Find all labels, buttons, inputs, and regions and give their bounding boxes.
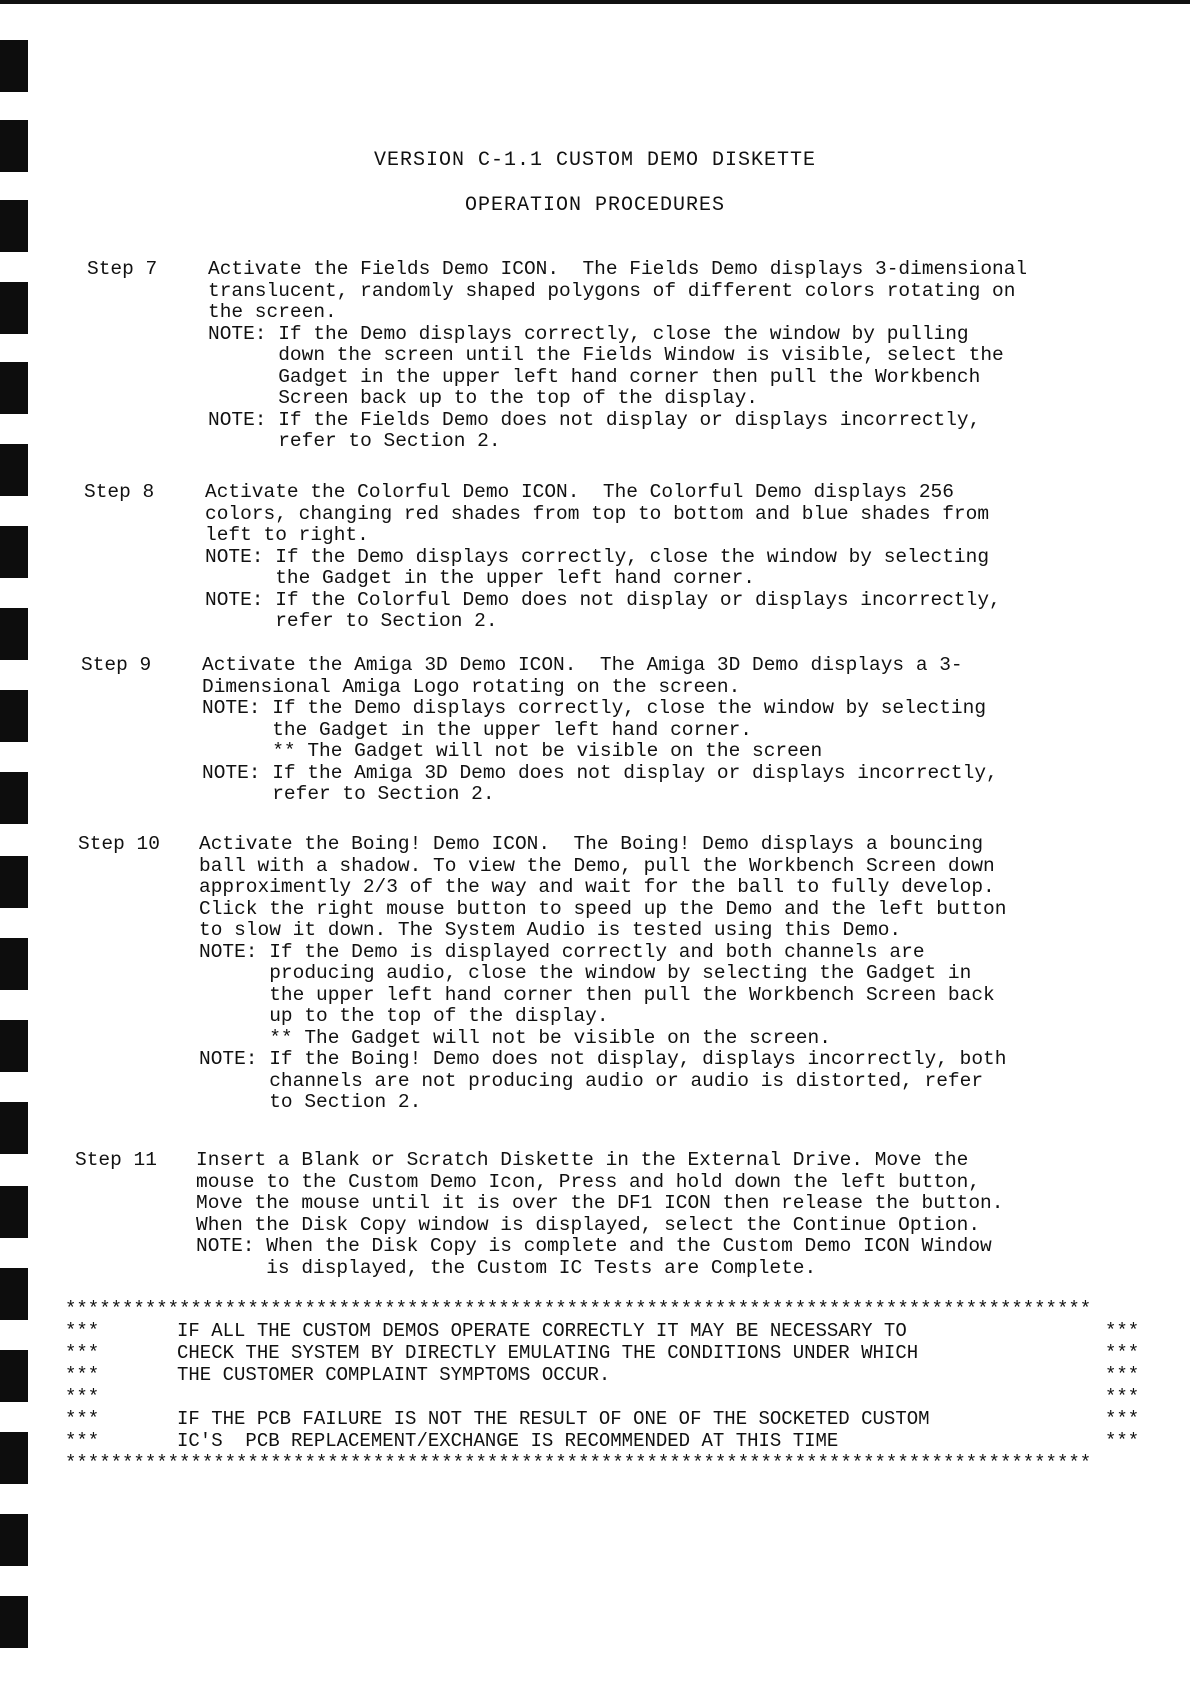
feed-hole xyxy=(0,1432,28,1484)
notice-line: *** IF ALL THE CUSTOM DEMOS OPERATE CORRECTLY IT MAY BE NECESSARY TO *** xyxy=(65,1320,1140,1342)
step-text: Activate the Colorful Demo ICON. The Colorful Demo displays 256 colors, changing red shades from top to bottom and blue shades from left to right. NOTE: If the Demo displays correctly, close the window by selecting the Gadget in the upper left hand corner. NOTE: If the Colorful Demo does not display or displays incorrectly, refer to Section 2. xyxy=(205,481,1001,632)
feed-hole xyxy=(0,1268,28,1320)
step-label: Step 10 xyxy=(78,833,160,855)
document-title: VERSION C-1.1 CUSTOM DEMO DISKETTE xyxy=(373,149,817,172)
feed-hole xyxy=(0,1102,28,1154)
notice-border-top: ****************************************************************************************** xyxy=(65,1298,1092,1320)
feed-hole xyxy=(0,444,28,496)
feed-hole xyxy=(0,1186,28,1238)
feed-hole xyxy=(0,938,28,990)
feed-hole xyxy=(0,1020,28,1072)
step-text: Insert a Blank or Scratch Diskette in the External Drive. Move the mouse to the Custom Demo Icon, Press and hold down the left button, Move the mouse until it is over the DF1 ICON then release the button. When the Disk Copy window is displayed, select the Continue Option. NOTE: When the Disk Copy is complete and the Custom Demo ICON Window is displayed, the Custom IC Tests are Complete. xyxy=(196,1149,1004,1279)
step-text: Activate the Boing! Demo ICON. The Boing! Demo displays a bouncing ball with a shadow. To view the Demo, pull the Workbench Screen down approximently 2/3 of the way and wait for the ball to fully develop. Click the right mouse button to speed up the Demo and the left button to slow it down. The System Audio is tested using this Demo. NOTE: If the Demo is displayed correctly and both channels are producing audio, close the window by selecting the Gadget in the upper left hand corner then pull the Workbench Screen back up to the top of the display. ** The Gadget will not be visible on the screen. NOTE: If the Boing! Demo does not display, displays incorrectly, both channels are not producing audio or audio is distorted, refer to Section 2. xyxy=(199,833,1007,1113)
feed-hole xyxy=(0,856,28,908)
feed-hole xyxy=(0,1514,28,1566)
step-label: Step 9 xyxy=(81,654,152,676)
document-subtitle: OPERATION PROCEDURES xyxy=(464,194,726,217)
notice-border-bottom: ****************************************************************************************** xyxy=(65,1452,1092,1474)
feed-hole xyxy=(0,526,28,578)
notice-line: *** IF THE PCB FAILURE IS NOT THE RESULT OF ONE OF THE SOCKETED CUSTOM *** xyxy=(65,1408,1140,1430)
top-scan-line xyxy=(0,0,1190,4)
step-text: Activate the Amiga 3D Demo ICON. The Amiga 3D Demo displays a 3- Dimensional Amiga Logo rotating on the screen. NOTE: If the Demo displays correctly, close the window by selecting the Gadget in the upper left hand corner. ** The Gadget will not be visible on the screen NOTE: If the Amiga 3D Demo does not display or displays incorrectly, refer to Section 2. xyxy=(202,654,998,805)
notice-box xyxy=(65,1298,1145,1474)
step-text: Activate the Fields Demo ICON. The Fields Demo displays 3-dimensional translucent, randomly shaped polygons of different colors rotating on the screen. NOTE: If the Demo displays correctly, close the window by pulling down the screen until the Fields Window is visible, select the Gadget in the upper left hand corner then pull the Workbench Screen back up to the top of the display. NOTE: If the Fields Demo does not display or displays incorrectly, refer to Section 2. xyxy=(208,258,1028,452)
notice-line: *** *** xyxy=(65,1386,1140,1408)
step-label: Step 8 xyxy=(84,481,155,503)
feed-hole xyxy=(0,690,28,742)
feed-hole xyxy=(0,772,28,824)
notice-line: *** CHECK THE SYSTEM BY DIRECTLY EMULATING THE CONDITIONS UNDER WHICH *** xyxy=(65,1342,1140,1364)
feed-hole xyxy=(0,1350,28,1402)
step-label: Step 11 xyxy=(75,1149,157,1171)
feed-hole xyxy=(0,608,28,660)
feed-hole xyxy=(0,40,28,92)
feed-hole xyxy=(0,362,28,414)
feed-hole xyxy=(0,1596,28,1648)
step-label: Step 7 xyxy=(87,258,158,280)
notice-line: *** IC'S PCB REPLACEMENT/EXCHANGE IS RECOMMENDED AT THIS TIME *** xyxy=(65,1430,1140,1452)
feed-hole xyxy=(0,282,28,334)
tractor-feed-edge xyxy=(0,0,44,1682)
notice-line: *** THE CUSTOMER COMPLAINT SYMPTOMS OCCUR. *** xyxy=(65,1364,1140,1386)
